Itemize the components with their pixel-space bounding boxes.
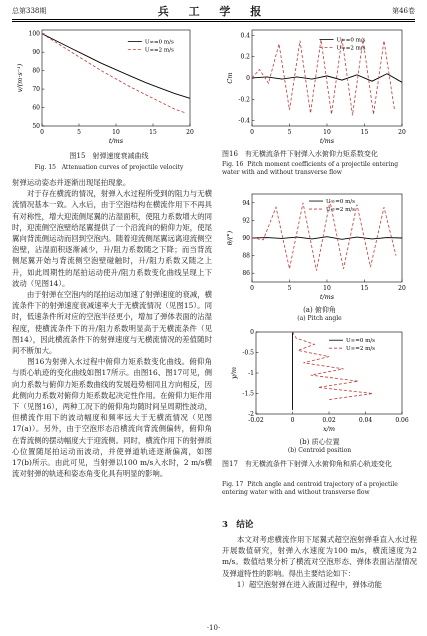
fig15-xtick-label-2: 10 [112, 129, 120, 136]
fig16-xtick-label-3: 15 [360, 129, 369, 136]
fig15-ytick-label-3: 80 [32, 67, 40, 75]
fig16-chart [222, 24, 417, 149]
fig17a-legend-label-0: U∞=0 m/s [326, 199, 355, 206]
fig15-ytick-label-1: 60 [32, 104, 40, 112]
fig15-xtick-label-0: 0 [40, 129, 44, 136]
fig15-caption-en-num: Fig. 15 [34, 164, 56, 171]
fig17b-ytick-label-1: -1.5 [242, 390, 254, 398]
fig16-legend-label-0: U∞=0 m/s [336, 37, 366, 44]
header-journal-title: 兵 工 学 报 [157, 5, 270, 18]
fig16-xtick-label-4: 20 [398, 129, 406, 136]
fig15-caption-en [14, 164, 204, 172]
fig16-ytick-label-0: -0.4 [238, 117, 250, 125]
fig17a-sub-en: (a) Pitch angle [297, 315, 342, 322]
header-issue: 总第338期 [12, 7, 47, 15]
fig17b-xtick-label-3: 0.04 [358, 417, 373, 424]
fig15-chart [14, 24, 204, 152]
fig17-caption-en [222, 481, 417, 497]
fig15-ylabel: v/(m·s⁻¹) [16, 63, 24, 93]
fig17b-xtick-label-4: 0.06 [395, 417, 409, 424]
header-volume: 第46卷 [392, 7, 415, 15]
fig17a-ytick-label-0: 86 [242, 270, 250, 278]
left-paragraph-4: 图16为射弹入水过程中俯仰力矩系数变化曲线。俯仰角与质心轨迹的变化曲线如图17所示。由图16、图17可见，侧向力系数与俯仰力矩系数曲线的发展趋势相同且方向相反，因此侧向力系数对俯仰力矩系数起决定性作用。在俯仰力矩作用下（见图16），两种工况下的俯仰角均随时间呈周期性波动，但横流作用下的波动幅度和频率远大于无横流情况（见图17(a)）。另外，由于空泡形态沿横流向背流侧偏转，俯仰角在背流侧的摆动幅度大于迎流侧。同时，横流作用下的射弹质心位置随尾拍运动而波动，并使弹道轨迹逐渐偏离，如图17(b)所示。由此可见，当射弹以100 m/s入水时，2 m/s横流对射弹的轨迹和姿态角变化具有明显的影响。 [12, 357, 212, 479]
fig15-legend-label-1: U∞=2 m/s [144, 47, 174, 54]
fig17b-xtick-label-2: 0.02 [322, 417, 336, 424]
fig15-xtick-label-4: 20 [186, 129, 194, 136]
fig17b-ytick-label-3: -0.5 [242, 349, 254, 357]
section-3-title: 3 结论 [222, 520, 254, 530]
fig16-xtick-label-2: 10 [323, 129, 331, 136]
fig17b-chart [222, 326, 417, 438]
fig17a-legend-label-1: U∞=2 m/s [326, 207, 355, 214]
fig15-caption-en-text: Attenuation curves of projectile velocity [61, 164, 184, 171]
fig17-caption-zh: 图17 有无横流条件下射弹入水俯仰角和质心轨迹变化 [222, 460, 392, 468]
fig17a-series-1-line [252, 201, 396, 271]
fig16-caption-en-text: Pitch moment coefficients of a projectile entering water with and without transverse flow [222, 161, 399, 176]
fig17-caption-en-num: Fig. 17 [222, 481, 244, 488]
fig17b-ylabel: y/m [230, 366, 238, 380]
fig17a-ytick-label-2: 90 [242, 235, 250, 242]
fig17a-ytick-label-4: 94 [242, 199, 250, 207]
header-rule [12, 19, 415, 20]
section-3-body [222, 534, 417, 590]
fig17b-ytick-label-4: 0 [250, 329, 254, 336]
fig16-caption-en-num: Fig. 16 [222, 161, 244, 168]
fig16-caption-en [222, 161, 417, 177]
fig17a-xtick-label-2: 10 [323, 285, 331, 292]
left-paragraph-2: 对于存在横流的情况，射弹入水过程所受到的阻力与无横流情况基本一致。入水后，由于空泡结构在横流作用下不再具有对称性，增大迎流侧尾翼的沾湿面积，使阻力系数增大的同时，迎流侧空泡壁给尾翼提供了一个沿流向的俯仰力矩，使尾翼向背流侧运动而回到空泡内。随着迎流侧尾翼远离迎流侧空泡壁，沾湿面积逐渐减少，升/阻力系数随之下降；而当背流侧尾翼开始与背流侧空泡壁碰触时，升/阻力系数又随之上升，如此周期性的尾拍运动使升/阻力系数变化曲线呈现上下波动（见图14）。 [12, 189, 212, 288]
left-paragraph-3: 由于射弹在空泡内的尾拍运动加速了射弹速度的衰减，横流条件下的射弹速度衰减速率大于无横流情况（见图15）。同时，低速条件所对应的空泡半径更小，增加了弹体表面的沾湿程度，使横流条件下的升/阻力系数明显高于无横流条件（见图14），因此横流条件下的射弹速度与无横流情况的差值随时间不断加大。 [12, 290, 212, 356]
fig16-ytick-label-2: 0 [246, 75, 250, 82]
left-column-body [12, 177, 212, 479]
fig17-caption-en-text: Pitch angle and centroid trajectory of a projectile entering water with and without transverse flow [222, 481, 398, 496]
fig17b-legend-label-0: U∞=0 m/s [346, 338, 375, 345]
fig15-xlabel: t/ms [108, 137, 124, 145]
fig15-legend-label-0: U∞=0 m/s [144, 39, 174, 46]
fig17a-ytick-label-3: 92 [242, 217, 250, 225]
fig15-series-1-line [42, 34, 186, 113]
fig17a-xlabel: t/ms [319, 293, 335, 301]
section-3-intro: 本文对考虑横流作用下尾翼式超空泡射弹垂直入水过程开展数值研究，射弹入水速度为100 m/s，横流速度为2 m/s。数值结果分析了横流对空泡形态、弹体表面沾湿情况及弹道特性的影响。得出主要结论如下： [222, 535, 417, 578]
fig17a-chart [222, 188, 417, 306]
page-number: ·10· [206, 624, 221, 632]
fig17a-xtick-label-1: 5 [287, 285, 292, 292]
fig16-ytick-label-3: 0.2 [240, 53, 250, 61]
fig15-ytick-label-5: 100 [28, 30, 40, 38]
fig15-ytick-label-2: 70 [32, 86, 40, 94]
fig15-xtick-label-1: 5 [77, 129, 81, 136]
fig17b-xtick-label-1: 0 [290, 417, 295, 424]
fig17b-legend-label-1: U∞=2 m/s [346, 346, 375, 353]
fig17b-axes-frame [256, 332, 402, 414]
fig17b-xlabel: x/m [322, 425, 336, 433]
header-rule-thin [12, 21, 415, 22]
fig17a-ylabel: θ/(°) [226, 230, 234, 246]
fig17a-sub-zh: (a) 俯仰角 [303, 306, 336, 314]
fig16-ytick-label-4: 0.4 [240, 32, 250, 40]
fig16-ylabel: Cm [226, 72, 234, 84]
fig17b-ytick-label-0: -2 [248, 411, 254, 418]
fig17a-ytick-label-1: 88 [242, 252, 250, 260]
fig17a-xtick-label-3: 15 [360, 285, 369, 292]
fig17a-xtick-label-0: 0 [250, 285, 254, 292]
section-3-item-1: 1）超空泡射弹在进入液面过程中，弹体动能 [222, 579, 382, 589]
fig15-ytick-label-0: 50 [32, 123, 40, 130]
fig16-xtick-label-1: 5 [287, 129, 292, 136]
fig16-xlabel: t/ms [319, 137, 335, 145]
fig17b-ytick-label-2: -1 [248, 370, 254, 377]
fig17a-xtick-label-4: 20 [398, 285, 406, 292]
fig15-ytick-label-4: 90 [32, 49, 40, 57]
fig16-xtick-label-0: 0 [250, 129, 254, 136]
fig17b-sub-zh: (b) 质心位置 [299, 438, 340, 446]
fig17a-series-0-line [252, 237, 402, 240]
left-paragraph-1: 射弹运动姿态并逐渐出现尾拍现象。 [12, 178, 131, 187]
fig16-ytick-label-1: -0.2 [238, 96, 250, 104]
fig17b-sub-en: (b) Centroid position [287, 447, 352, 454]
fig16-caption-zh: 图16 有无横流条件下射弹入水俯仰力矩系数变化 [222, 150, 378, 158]
fig16-legend-label-1: U∞=2 m/s [336, 45, 366, 52]
fig17b-xtick-label-0: -0.02 [248, 417, 264, 424]
fig15-xtick-label-3: 15 [149, 129, 157, 136]
fig15-caption-zh: 图15 射弹速度衰减曲线 [69, 152, 149, 160]
